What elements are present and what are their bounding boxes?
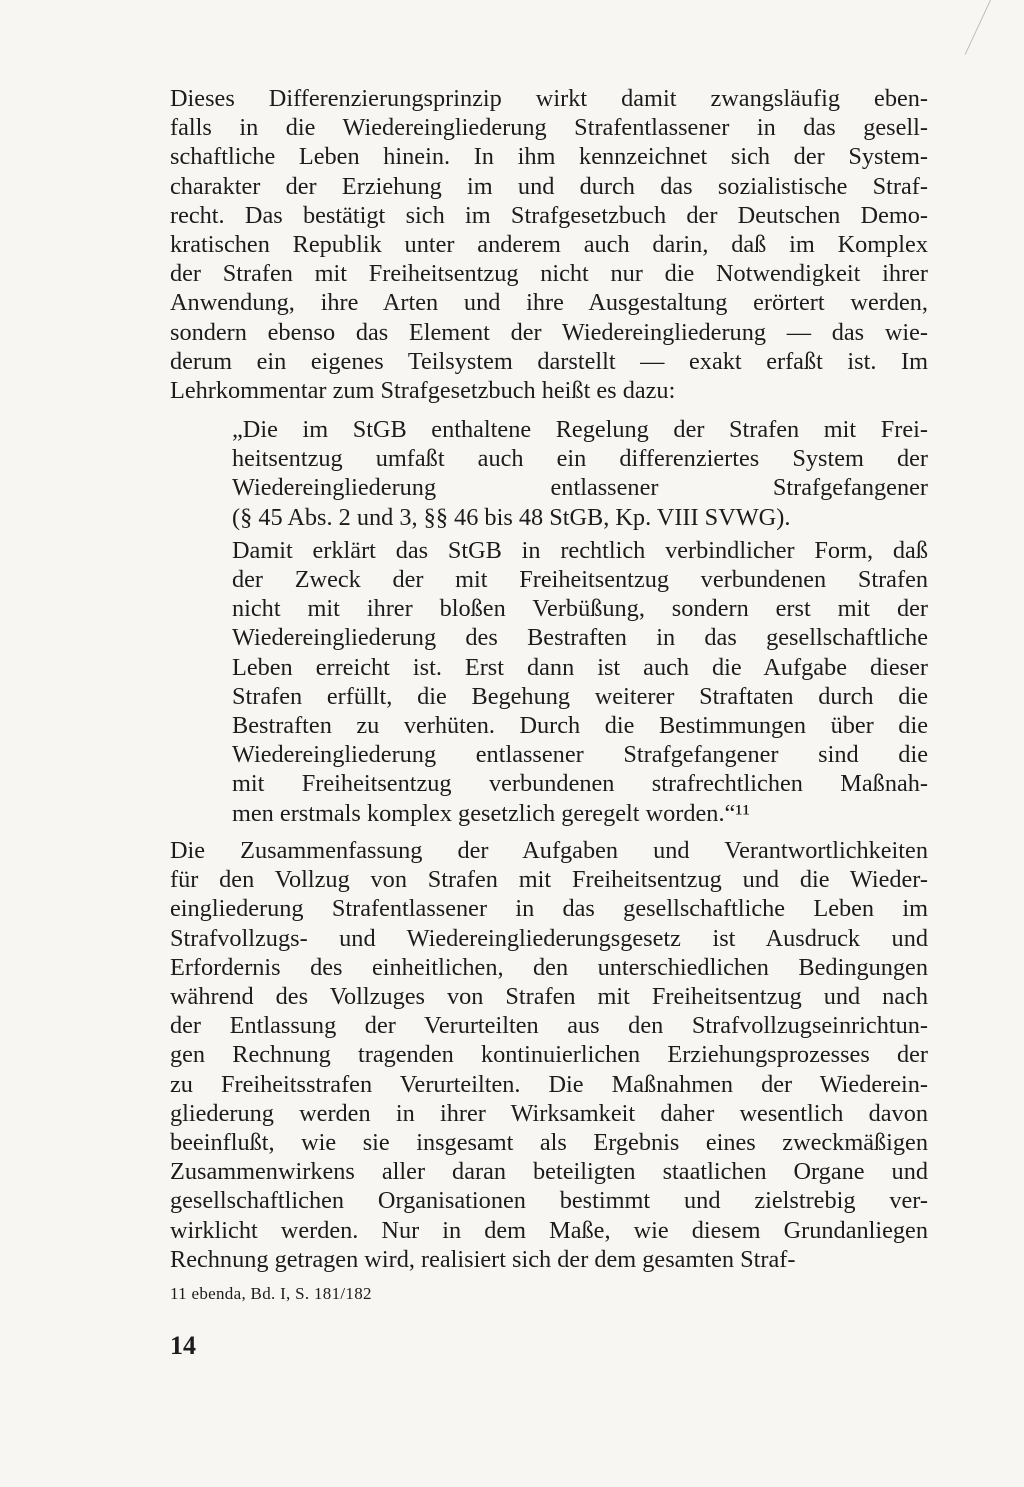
paragraph-2 xyxy=(170,836,928,1274)
text-line: während des Vollzuges von Strafen mit Freiheitsentzug und nach xyxy=(170,983,928,1011)
text-line: gen Rechnung tragenden kontinuierlichen Erziehungsprozesses der xyxy=(170,1041,928,1069)
text-line: Die Zusammenfassung der Aufgaben und Verantwortlichkeiten xyxy=(170,837,928,864)
text-line: derum ein eigenes Teilsystem darstellt — exakt erfaßt ist. Im xyxy=(170,347,928,375)
text-line: falls in die Wiedereingliederung Strafentlassener in das gesell- xyxy=(170,114,928,142)
text-line: heitsentzug umfaßt auch ein differenziertes System der xyxy=(232,445,928,473)
page-edge-mark xyxy=(965,0,991,55)
text-line: für den Vollzug von Strafen mit Freiheitsentzug und die Wieder- xyxy=(170,866,928,894)
text-line: Anwendung, ihre Arten und ihre Ausgestaltung erörtert werden, xyxy=(170,289,928,317)
text-line: gesellschaftlichen Organisationen bestimmt und zielstrebig ver- xyxy=(170,1187,928,1215)
text-line: eingliederung Strafentlassener in das gesellschaftliche Leben im xyxy=(170,895,928,923)
text-line: Strafvollzugs- und Wiedereingliederungsgesetz ist Ausdruck und xyxy=(170,924,928,952)
text-line: kratischen Republik unter anderem auch darin, daß im Komplex xyxy=(170,231,928,259)
text-line: Bestraften zu verhüten. Durch die Bestimmungen über die xyxy=(232,712,928,740)
text-line: zu Freiheitsstrafen Verurteilten. Die Maßnahmen der Wiederein- xyxy=(170,1070,928,1098)
text-line: recht. Das bestätigt sich im Strafgesetzbuch der Deutschen Demo- xyxy=(170,201,928,229)
text-line: mit Freiheitsentzug verbundenen strafrechtlichen Maßnah- xyxy=(232,770,928,798)
text-line: der Strafen mit Freiheitsentzug nicht nur die Notwendigkeit ihrer xyxy=(170,260,928,288)
text-line: Zusammenwirkens aller daran beteiligten staatlichen Organe und xyxy=(170,1158,928,1186)
text-line: der Entlassung der Verurteilten aus den Strafvollzugseinrichtun- xyxy=(170,1012,928,1040)
text-line: Strafen erfüllt, die Begehung weiterer Straftaten durch die xyxy=(232,682,928,710)
text-line: der Zweck der mit Freiheitsentzug verbundenen Strafen xyxy=(232,566,928,594)
text-line: Damit erklärt das StGB in rechtlich verbindlicher Form, daß xyxy=(232,536,928,564)
text-line: sondern ebenso das Element der Wiedereingliederung — das wie- xyxy=(170,318,928,346)
text-line: Dieses Differenzierungsprinzip wirkt damit zwangsläufig eben- xyxy=(170,85,928,112)
text-line: nicht mit ihrer bloßen Verbüßung, sondern erst mit der xyxy=(232,595,928,623)
text-line: Leben erreicht ist. Erst dann ist auch die Aufgabe dieser xyxy=(232,653,928,681)
footnote: 11 ebenda, Bd. I, S. 181/182 xyxy=(170,1284,372,1303)
text-line: Erfordernis des einheitlichen, den unterschiedlichen Bedingungen xyxy=(170,953,928,981)
quote-paragraph-1 xyxy=(232,415,928,532)
text-line: Wiedereingliederung des Bestraften in das gesellschaftliche xyxy=(232,624,928,652)
text-line: Lehrkommentar zum Strafgesetzbuch heißt es dazu: xyxy=(170,377,676,405)
page-number: 14 xyxy=(170,1331,196,1360)
text-line: charakter der Erziehung im und durch das sozialistische Straf- xyxy=(170,172,928,200)
text-line: schaftliche Leben hinein. In ihm kennzeichnet sich der System- xyxy=(170,143,928,171)
text-line: Wiedereingliederung entlassener Strafgefangener sind die xyxy=(232,741,928,769)
text-line: Wiedereingliederung entlassener Strafgefangener xyxy=(232,474,928,502)
text-line: men erstmals komplex gesetzlich geregelt worden.“¹¹ xyxy=(232,799,750,827)
paragraph-1 xyxy=(170,84,928,405)
text-line: (§ 45 Abs. 2 und 3, §§ 46 bis 48 StGB, Kp. VIII SVWG). xyxy=(232,503,791,531)
text-line: gliederung werden in ihrer Wirksamkeit daher wesentlich davon xyxy=(170,1099,928,1127)
quote-paragraph-2 xyxy=(232,536,928,828)
text-line: wirklicht werden. Nur in dem Maße, wie diesem Grundanliegen xyxy=(170,1216,928,1244)
text-line: „Die im StGB enthaltene Regelung der Strafen mit Frei- xyxy=(232,416,928,443)
text-line: Rechnung getragen wird, realisiert sich der dem gesamten Straf- xyxy=(170,1245,796,1273)
quote-block xyxy=(232,415,928,828)
text-line: beeinflußt, wie sie insgesamt als Ergebnis eines zweckmäßigen xyxy=(170,1129,928,1157)
